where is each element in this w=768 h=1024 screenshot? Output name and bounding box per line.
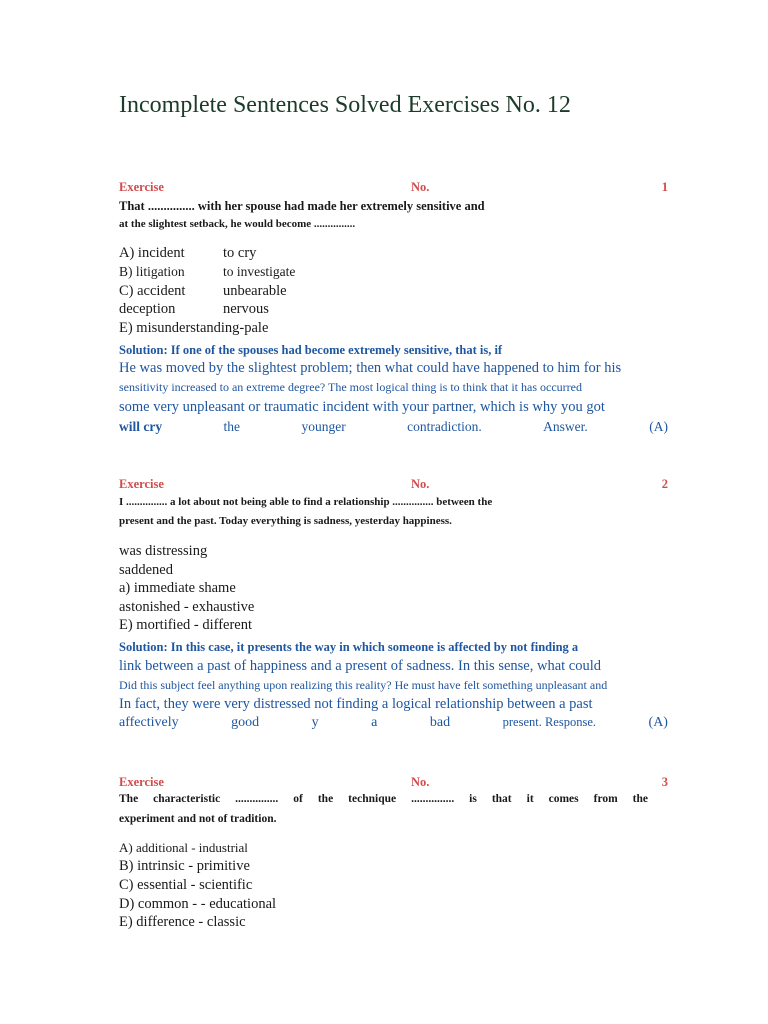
- option-row: [119, 301, 269, 318]
- option-d: D) common - - educational: [119, 896, 277, 912]
- answer-word: affectively: [119, 715, 179, 730]
- option-d: deception: [119, 301, 176, 317]
- exercise-label: Exercise: [119, 775, 164, 789]
- answer-word: a: [371, 715, 378, 730]
- option-row: [119, 896, 276, 913]
- answer-choice: (A): [648, 715, 668, 730]
- option-b: saddened: [119, 562, 173, 578]
- answer-word: Answer.: [543, 419, 588, 434]
- question-line: The characteristic ............... of the technique ............... is that it comes from the: [119, 793, 648, 805]
- solution-line: sensitivity increased to an extreme degree? The most logical thing is to think that it has occurred: [119, 380, 582, 394]
- answer-word: y: [311, 715, 319, 730]
- option-a: A) incident: [119, 245, 185, 261]
- solution-line: some very unpleasant or traumatic incident with your partner, which is why you got: [119, 399, 605, 415]
- exercise-no-label: No.: [411, 775, 430, 789]
- solution-line: Solution: In this case, it presents the way in which someone is affected by not finding a: [119, 640, 579, 654]
- option-c: C) essential - scientific: [119, 877, 253, 893]
- solution-line: Solution: If one of the spouses had become extremely sensitive, that is, if: [119, 343, 503, 357]
- answer-word: bad: [429, 715, 451, 730]
- option-row: [119, 580, 236, 597]
- answer-word: the: [223, 419, 241, 434]
- answer-word: younger: [301, 419, 346, 434]
- question-line: present and the past. Today everything is sadness, yesterday happiness.: [119, 515, 452, 527]
- option-row: [119, 264, 296, 280]
- question-line: experiment and not of tradition.: [119, 813, 277, 825]
- option-second-word: unbearable: [223, 283, 287, 299]
- answer-word: good: [231, 715, 260, 730]
- option-c: a) immediate shame: [119, 580, 236, 596]
- option-e: E) misunderstanding-pale: [119, 320, 269, 336]
- option-second-word: nervous: [223, 301, 269, 317]
- solution-line: He was moved by the slightest problem; then what could have happened to him for his: [119, 360, 622, 376]
- option-row: [119, 320, 268, 337]
- exercise-no-label: No.: [411, 180, 430, 194]
- answer-word: will cry: [119, 419, 163, 434]
- solution-line: link between a past of happiness and a present of sadness. In this sense, what could: [119, 658, 602, 674]
- option-row: [119, 858, 250, 875]
- page-title: Incomplete Sentences Solved Exercises No. 12: [119, 92, 571, 118]
- option-row: [119, 914, 246, 931]
- option-e: E) mortified - different: [119, 617, 252, 633]
- option-row: [119, 543, 207, 560]
- option-row: [119, 617, 252, 634]
- option-e: E) difference - classic: [119, 914, 246, 930]
- option-second-word: to cry: [223, 245, 257, 261]
- option-b: B) litigation: [119, 264, 185, 279]
- answer-line: [119, 715, 668, 731]
- question-line: That ............... with her spouse had made her extremely sensitive and: [119, 199, 485, 213]
- option-row: [119, 245, 257, 262]
- solution-line: Did this subject feel anything upon realizing this reality? He must have felt something unpleasant and: [119, 678, 608, 692]
- exercise-number: 1: [661, 180, 668, 194]
- solution-line: In fact, they were very distressed not finding a logical relationship between a past: [119, 696, 593, 712]
- option-row: [119, 840, 248, 856]
- option-b: B) intrinsic - primitive: [119, 858, 250, 874]
- option-second-word: to investigate: [223, 264, 296, 279]
- exercise-number: 2: [661, 477, 668, 491]
- option-row: [119, 562, 173, 579]
- option-c: C) accident: [119, 283, 186, 299]
- option-a: was distressing: [119, 543, 208, 559]
- option-row: [119, 283, 287, 300]
- option-row: [119, 877, 252, 894]
- option-a: A) additional - industrial: [119, 840, 248, 855]
- answer-word: contradiction.: [407, 419, 482, 434]
- question-line: at the slightest setback, he would become ...............: [119, 218, 356, 230]
- answer-line: [119, 419, 668, 435]
- option-row: [119, 599, 254, 616]
- option-d: astonished - exhaustive: [119, 599, 255, 615]
- answer-word: present. Response.: [502, 715, 597, 729]
- answer-choice: (A): [649, 419, 668, 434]
- exercise-label: Exercise: [119, 180, 164, 194]
- question-line: I ............... a lot about not being able to find a relationship ............... between the: [119, 496, 493, 508]
- exercise-number: 3: [661, 775, 668, 789]
- exercise-no-label: No.: [411, 477, 430, 491]
- exercise-label: Exercise: [119, 477, 164, 491]
